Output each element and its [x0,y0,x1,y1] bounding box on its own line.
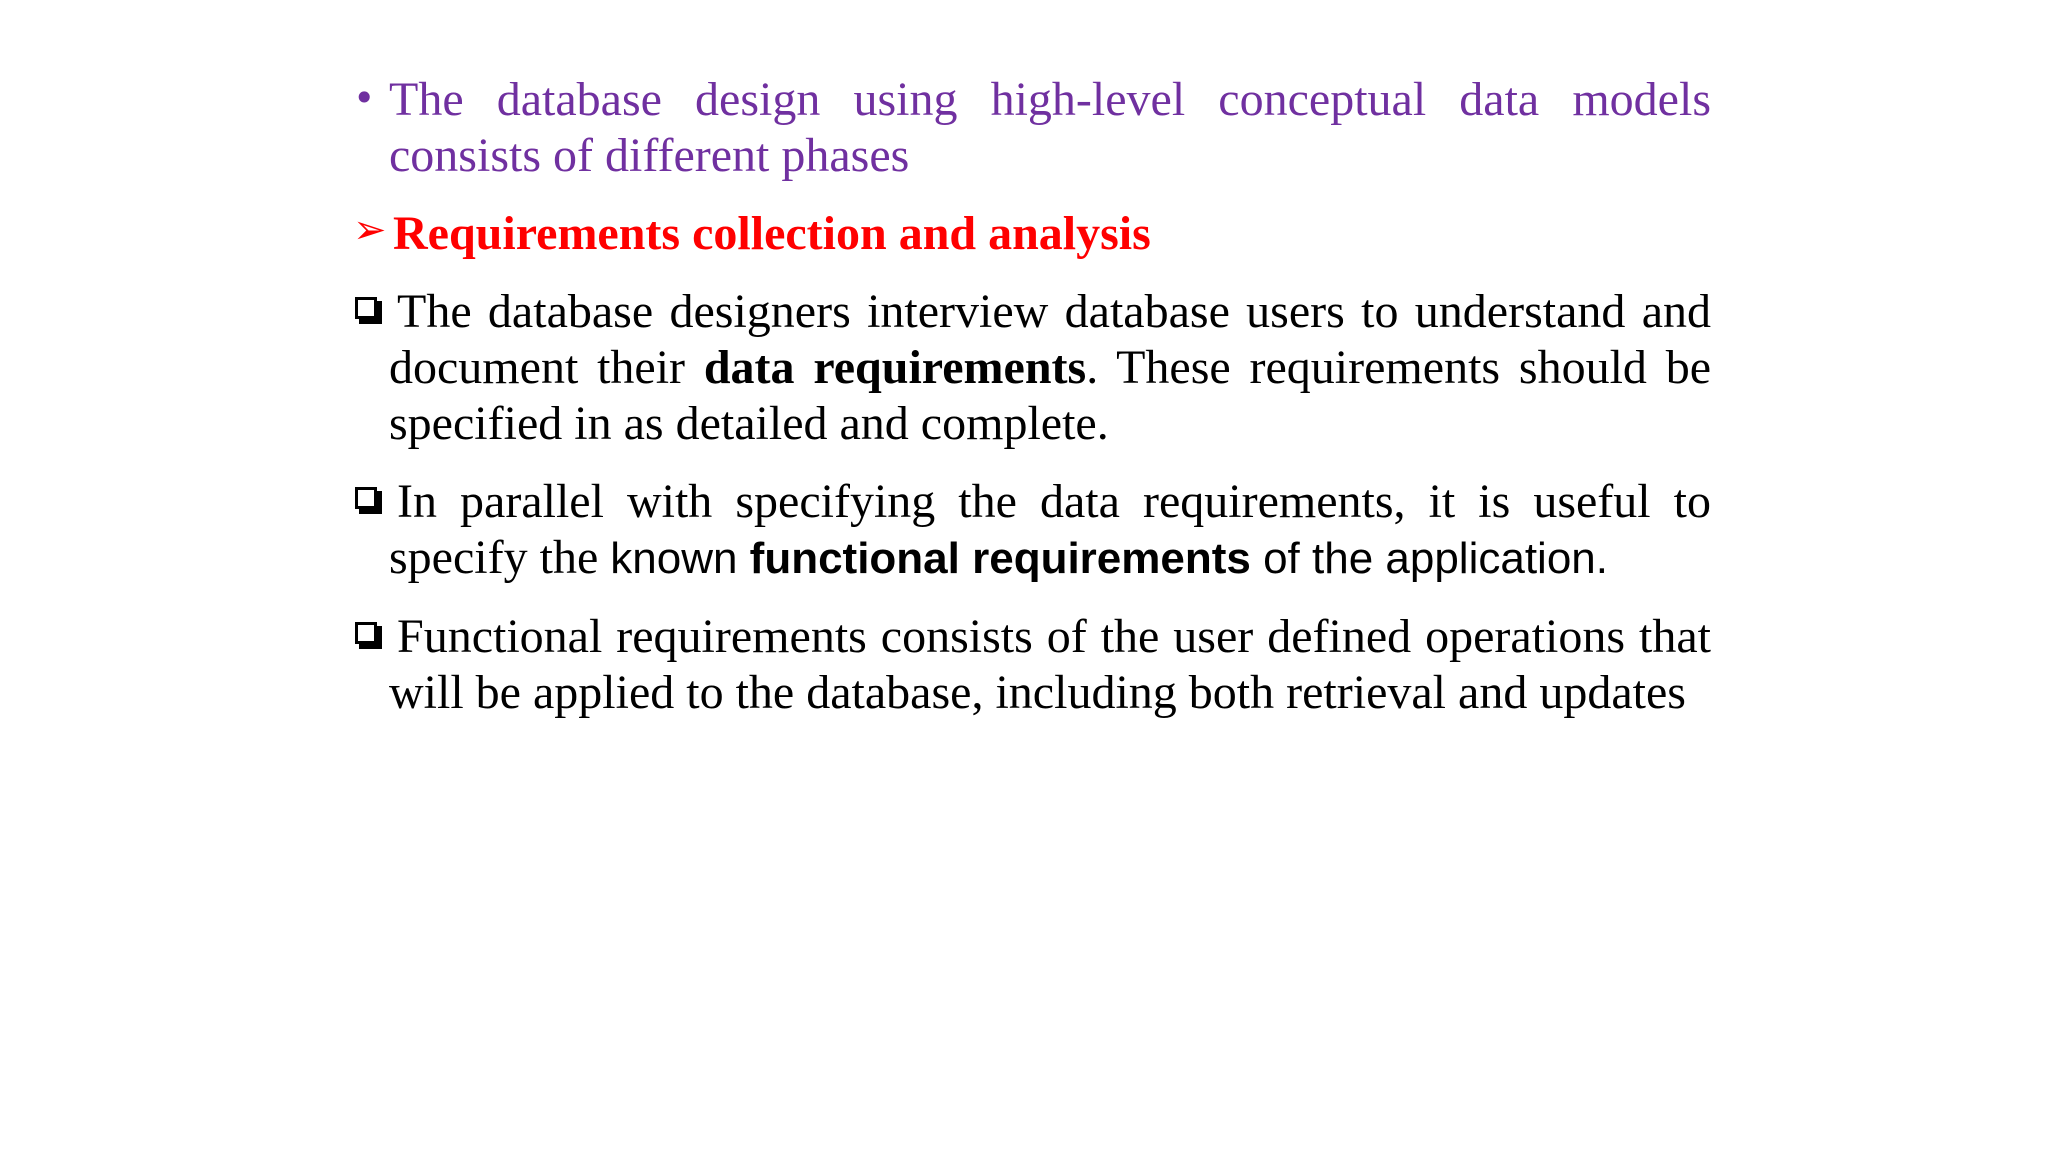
point-2-sans-text-2: of the application. [1250,534,1608,583]
point-functional-requirements [353,474,1711,587]
point-data-requirements [353,284,1711,452]
checkbox-bullet-icon [355,487,383,513]
point-2-bold-text: functional requirements [749,534,1251,583]
intro-bullet [353,72,1711,184]
point-functional-operations [353,609,1711,721]
point-1-text-start: The database designers interview database users to understand and document their [389,285,1711,394]
point-1-bold-text: data requirements [703,341,1087,394]
point-2-text-start: In parallel with specifying the data requirements, it is useful to specify the [389,475,1711,584]
bullet-dot-icon: • [353,76,376,120]
point-1-text-end: . These requirements should be specified in as detailed and complete. [389,341,1711,450]
point-3-text: Functional requirements consists of the user defined operations that will be applied to the database, including both retrieval and updates [389,610,1711,719]
section-heading [353,206,1711,262]
checkbox-bullet-icon [355,622,383,648]
checkbox-bullet-icon [355,297,383,323]
intro-text: The database design using high-level conceptual data models consists of different phases [389,73,1711,182]
slide-content [353,72,1711,743]
arrow-bullet-icon: ➢ [353,207,387,253]
section-heading-text: Requirements collection and analysis [393,207,1151,260]
point-2-sans-text-1: known [610,534,750,583]
